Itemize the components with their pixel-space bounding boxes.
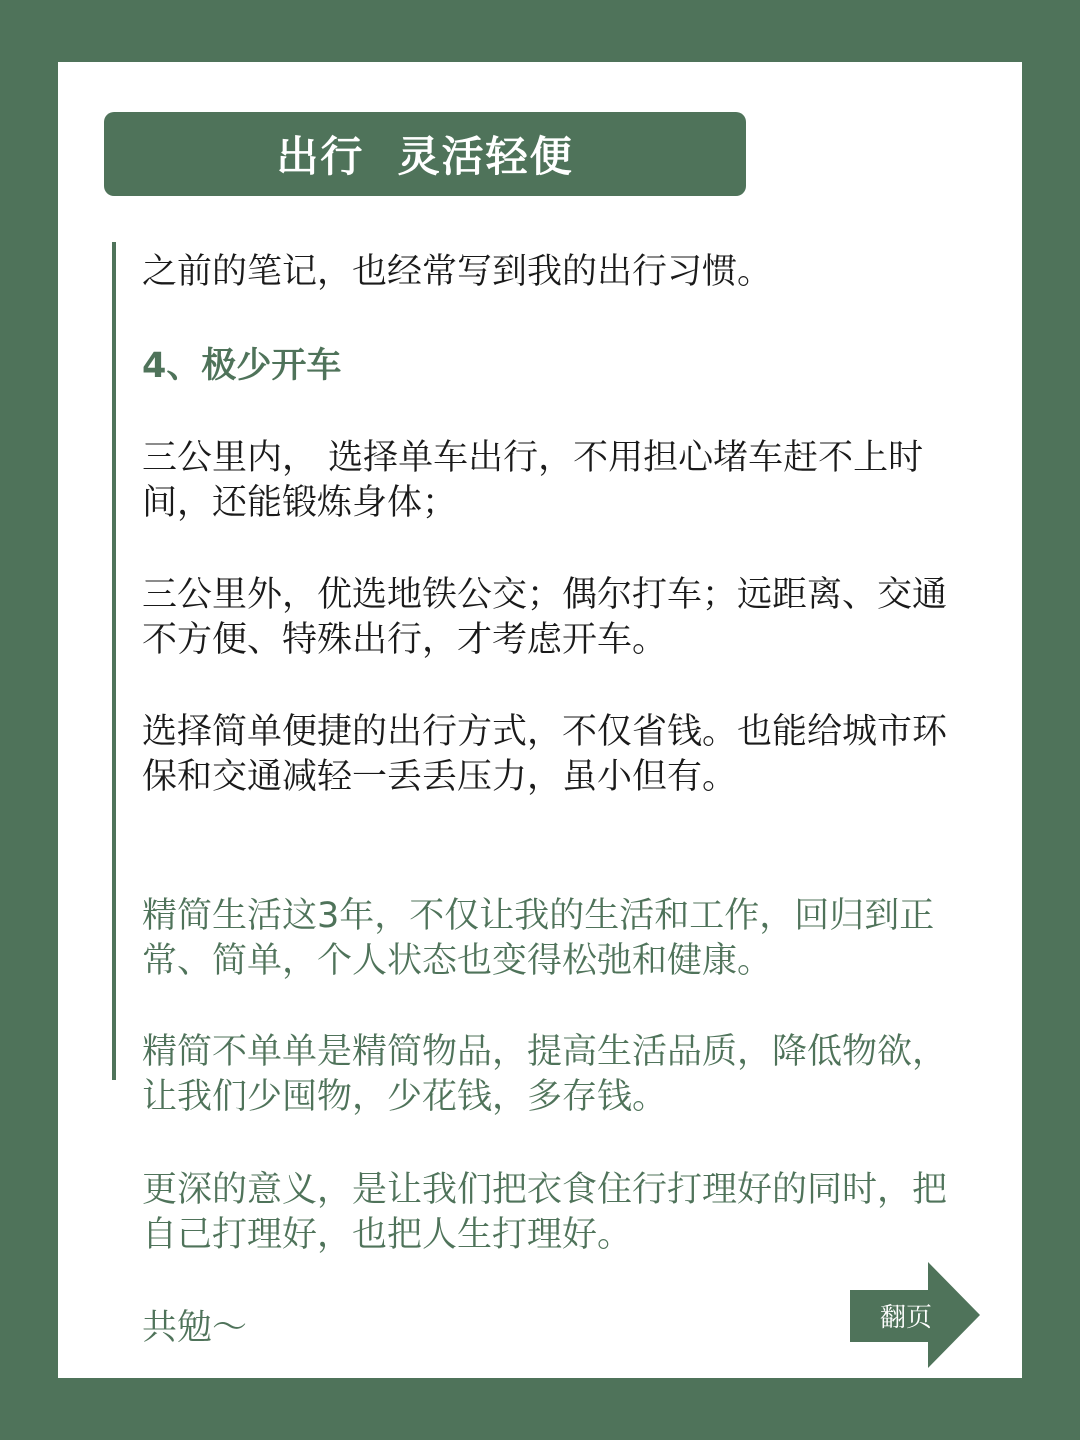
closing-paragraph-1: 精简生活这3年，不仅让我的生活和工作，回归到正常、简单，个人状态也变得松弛和健康。 [142,896,935,981]
paragraph-beyond-3km: 三公里外，优选地铁公交；偶尔打车；远距离、交通不方便、特殊出行，才考虑开车。 [142,575,948,660]
left-accent-rule [112,242,116,1080]
section-heading: 4、极少开车 [142,346,342,386]
next-page-label: 翻页 [879,1302,932,1333]
intro-paragraph: 之前的笔记，也经常写到我的出行习惯。 [142,252,773,292]
paragraph-within-3km: 三公里内， 选择单车出行，不用担心堵车赶不上时间，还能锻炼身体； [142,438,924,523]
closing-sign-off: 共勉～ [142,1308,248,1348]
closing-paragraph-3: 更深的意义，是让我们把衣食住行打理好的同时，把自己打理好，也把人生打理好。 [142,1170,948,1255]
title-banner [104,112,746,196]
next-page-button[interactable] [850,1262,982,1368]
paragraph-simple-travel: 选择简单便捷的出行方式，不仅省钱。也能给城市环保和交通减轻一丢丢压力，虽小但有。 [142,712,948,797]
page-title: 出行 灵活轻便 [276,132,574,181]
closing-paragraph-2: 精简不单单是精简物品，提高生活品质，降低物欲，让我们少囤物，少花钱，多存钱。 [142,1032,948,1117]
